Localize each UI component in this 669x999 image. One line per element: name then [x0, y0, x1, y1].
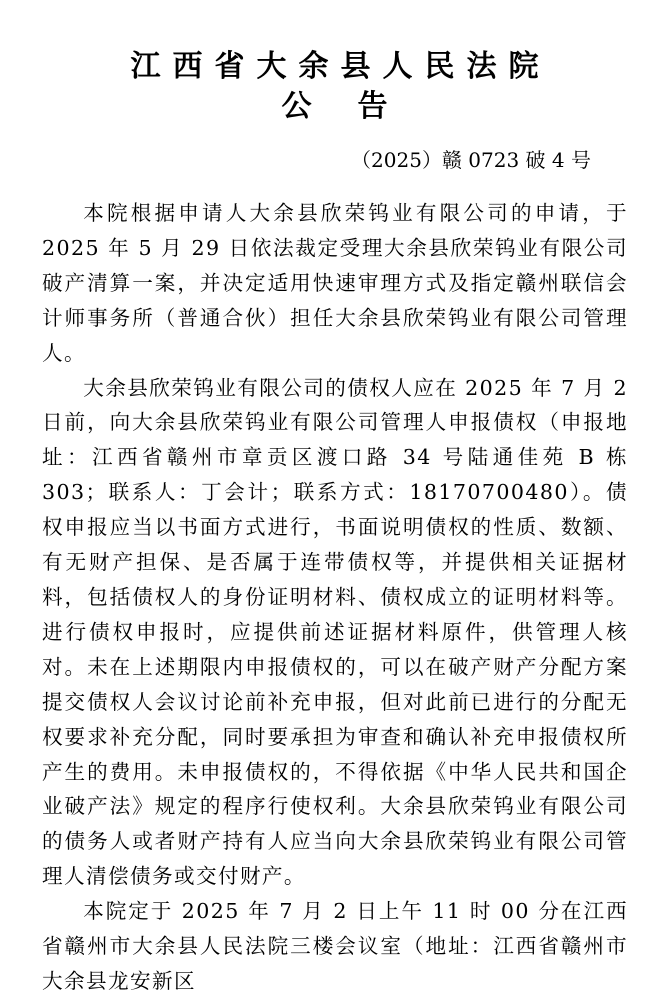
paragraph-acceptance: 本院根据申请人大余县欣荣钨业有限公司的申请，于 2025 年 5 月 29 日依法裁定受理大余县欣荣钨业有限公司破产清算一案，并决定适用快速审理方式及指定赣州联信会计师事务所（普通合伙）担任大余县欣荣钨业有限公司管理人。	[42, 201, 628, 365]
court-name-title: 江西省大余县人民法院	[130, 49, 551, 84]
paragraph-claim-declaration: 大余县欣荣钨业有限公司的债权人应在 2025 年 7 月 2 日前，向大余县欣荣钨业有限公司管理人申报债权（申报地址：江西省赣州市章贡区渡口路 34 号陆通佳苑 B 栋 303；联系人：丁会计；联系方式：18170700480）。债权申报应当以书面方式进行，书面说明债权的性质、数额、有无财产担保、是否属于连带债权等，并提供相关证据材料，包括债权人的身份证明材料、债权成立的证明材料等。进行债权申报时，应提供前述证据材料原件，供管理人核对。未在上述期限内申报债权的，可以在破产财产分配方案提交债权人会议讨论前补充申报，但对此前已进行的分配无权要求补充分配，同时要承担为审查和确认补充申报债权所产生的费用。未申报债权的，不得依据《中华人民共和国企业破产法》规定的程序行使权利。大余县欣荣钨业有限公司的债务人或者财产持有人应当向大余县欣荣钨业有限公司管理人清偿债务或交付财产。	[42, 375, 628, 889]
paragraph-creditors-meeting: 本院定于 2025 年 7 月 2 日上午 11 时 00 分在江西省赣州市大余县人民法院三楼会议室（地址：江西省赣州市大余县龙安新区	[42, 899, 628, 993]
announcement-body	[42, 196, 628, 999]
document-number: （2025）赣 0723 破 4 号	[351, 148, 591, 172]
document-type-title: 公告	[281, 89, 434, 124]
